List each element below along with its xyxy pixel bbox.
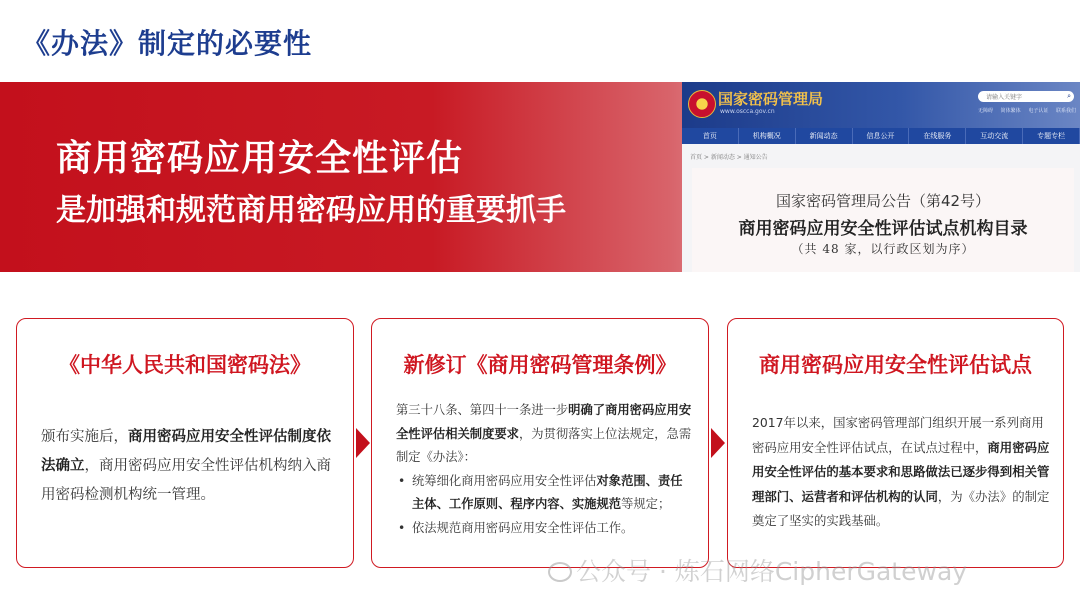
card-body [396, 399, 692, 540]
top-link[interactable]: 电子认证 [1028, 108, 1049, 114]
website-screenshot [682, 82, 1080, 272]
search-icon[interactable]: ⌕ [1067, 92, 1071, 100]
bullet-item: • 依法规范商用密码应用安全性评估工作。 [396, 517, 692, 541]
notice-title: 商用密码应用安全性评估试点机构目录 [738, 219, 1028, 239]
nav-item-disclosure[interactable]: 信息公开 [853, 128, 910, 144]
card-crypto-law [16, 318, 354, 568]
notice-panel [692, 168, 1074, 272]
nav-item-topics[interactable]: 专题专栏 [1023, 128, 1080, 144]
card-text-emphasis: 对象范围、责任主体、工作原则、程序内容、实施规范 [412, 473, 683, 511]
nav-item-about[interactable]: 机构概况 [739, 128, 796, 144]
nav-item-interaction[interactable]: 互动交流 [966, 128, 1023, 144]
card-pilot [727, 318, 1064, 568]
card-text: 统筹细化商用密码应用安全性评估 [412, 473, 597, 488]
notice-subtitle: （共 48 家，以行政区划为序） [791, 242, 975, 256]
breadcrumb: 首页 > 新闻动态 > 通知公告 [690, 154, 768, 161]
card-text-emphasis: 明确了商用密码应用安全性评估相关制度要求 [396, 403, 692, 441]
bullet-item [396, 470, 692, 517]
card-body [752, 411, 1050, 534]
card-text-emphasis: 商用密码应用安全性评估的基本要求和思路做法已逐步得到相关管理部门、运营者和评估机构的认同 [752, 439, 1050, 504]
card-text: ，为《办法》的制定奠定了坚实的实践基础。 [752, 488, 1050, 528]
notice-number: 国家密码管理局公告（第42号） [775, 192, 991, 210]
card-paragraph [396, 399, 692, 470]
card-title: 新修订《商用密码管理条例》 [403, 353, 677, 377]
card-text: 2017年以来，国家密码管理部门组织开展一系列商用密码应用安全性评估试点，在试点过程中， [752, 415, 1044, 455]
nav-item-news[interactable]: 新闻动态 [796, 128, 853, 144]
card-text: ，为贯彻落实上位法规定，急需制定《办法》： [396, 426, 692, 464]
card-text: 第三十八条、第四十一条进一步 [396, 403, 569, 417]
chevron-right-icon [356, 428, 370, 458]
website-search-input[interactable] [978, 91, 1074, 102]
top-link[interactable]: 简体繁体 [1000, 108, 1021, 114]
top-link[interactable]: 无障碍 [978, 108, 994, 114]
chevron-right-icon [711, 428, 725, 458]
website-name: 国家密码管理局 [718, 90, 824, 108]
card-title: 《中华人民共和国密码法》 [59, 353, 311, 377]
website-nav [682, 128, 1080, 144]
website-header [682, 82, 1080, 128]
national-emblem-icon [688, 90, 716, 118]
website-url: www.oscca.gov.cn [720, 108, 775, 115]
website-top-links [978, 107, 1076, 114]
wechat-icon [548, 562, 572, 582]
nav-item-home[interactable]: 首页 [682, 128, 739, 144]
card-text: 颁布实施后， [41, 429, 128, 445]
card-body [41, 423, 341, 510]
page-title: 《办法》制定的必要性 [22, 27, 313, 60]
watermark-text: 公众号 · 炼石网络CipherGateway [576, 557, 968, 586]
watermark [548, 552, 967, 588]
top-link[interactable]: 联系我们 [1055, 108, 1076, 114]
card-text: ，商用密码应用安全性评估机构纳入商用密码检测机构统一管理。 [41, 458, 331, 503]
card-regulation [371, 318, 709, 568]
banner-headline: 商用密码应用安全性评估 [56, 138, 464, 179]
card-text: 等规定； [621, 497, 671, 511]
search-placeholder: 请输入关键字 [986, 94, 1023, 101]
banner-subheadline: 是加强和规范商用密码应用的重要抓手 [56, 193, 566, 228]
card-text-emphasis: 商用密码应用安全性评估制度依法确立 [41, 429, 331, 474]
card-title: 商用密码应用安全性评估试点 [759, 353, 1032, 377]
nav-item-services[interactable]: 在线服务 [909, 128, 966, 144]
